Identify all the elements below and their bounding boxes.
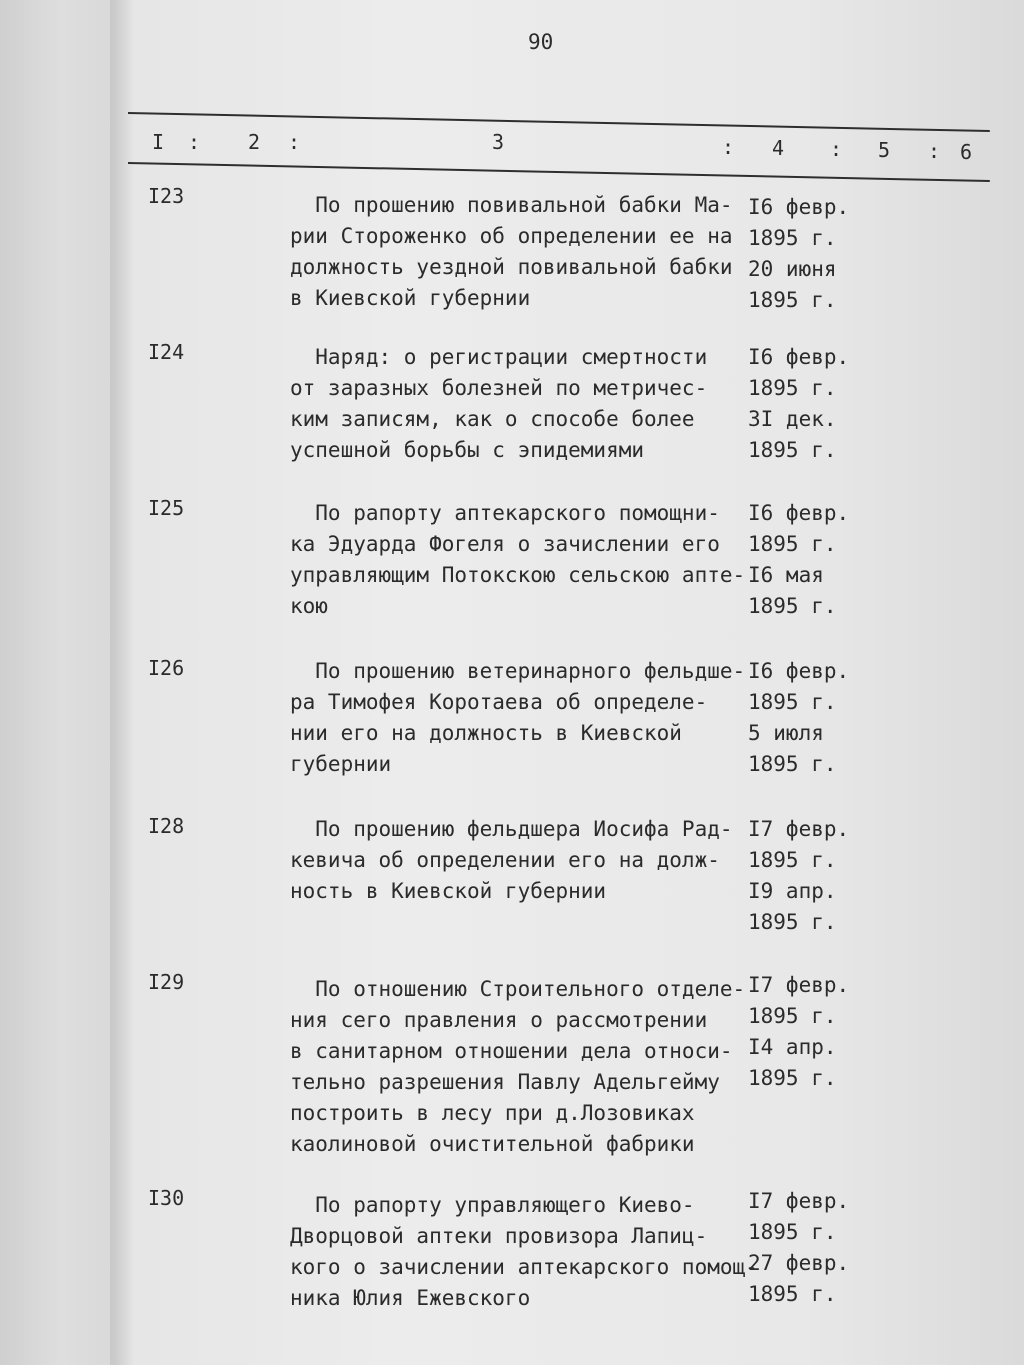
column-header-3: 3 [492,130,506,154]
entry-number: I26 [148,656,185,680]
entry-number: I25 [148,496,185,520]
entry-description: По отношению Строительного отделе- ния сего правления о рассмотрении в санитарном отношении дела относи- тельно разрешения Павлу Адельгейму построить в лесу при д.Лозовиках каолиновой очистительной фабрики [290,977,746,1156]
column-header-1: I [152,130,166,154]
column-separator: : [288,130,302,154]
entry-description: По прошению повивальной бабки Ма- рии Стороженко об определении ее на должность уездной повивальной бабки в Киевской губернии [290,193,733,310]
column-header-5: 5 [878,138,892,162]
entry-description: По прошению фельдшера Иосифа Рад- кевича об определении его на долж- ность в Киевской губернии [290,817,733,903]
page-gutter-shadow [110,0,134,1365]
entry-description: По рапорту аптекарского помощни- ка Эдуарда Фогеля о зачислении его управляющим Потокскою сельскою апте- кою [290,501,746,618]
entry-dates: I7 февр. 1895 г. I9 апр. 1895 г. [748,817,850,934]
column-header-2: 2 [248,130,262,154]
entry-dates: I6 февр. 1895 г. 20 июня 1895 г. [748,195,850,312]
entry-dates: I7 февр. 1895 г. I4 апр. 1895 г. [748,973,850,1090]
page-number: 90 [528,30,554,54]
entry-dates: I6 февр. 1895 г. 3I дек. 1895 г. [748,345,850,462]
column-separator: : [830,137,844,161]
entry-dates: I7 февр. 1895 г. 27 февр. 1895 г. [748,1189,850,1306]
entry-number: I23 [148,184,185,208]
entry-description: По рапорту управляющего Киево- Дворцовой аптеки провизора Лапиц- кого о зачислении аптекарского помощ- ника Юлия Ежевского [290,1193,758,1310]
table-header-rule [128,162,990,182]
entry-number: I30 [148,1186,185,1210]
entry-dates: I6 февр. 1895 г. 5 июля 1895 г. [748,659,850,776]
entry-number: I28 [148,814,185,838]
entry-number: I29 [148,970,185,994]
entry-number: I24 [148,340,185,364]
entry-dates: I6 февр. 1895 г. I6 мая 1895 г. [748,501,850,618]
column-header-6: 6 [960,140,974,164]
column-separator: : [722,135,736,159]
entry-description: По прошению ветеринарного фельдше- ра Тимофея Коротаева об определе- нии его на должность в Киевской губернии [290,659,746,776]
column-separator: : [188,130,202,154]
column-separator: : [928,139,942,163]
entry-description: Наряд: о регистрации смертности от заразных болезней по метричес- ким записям, как о способе более успешной борьбы с эпидемиями [290,345,708,462]
column-header-4: 4 [772,136,786,160]
